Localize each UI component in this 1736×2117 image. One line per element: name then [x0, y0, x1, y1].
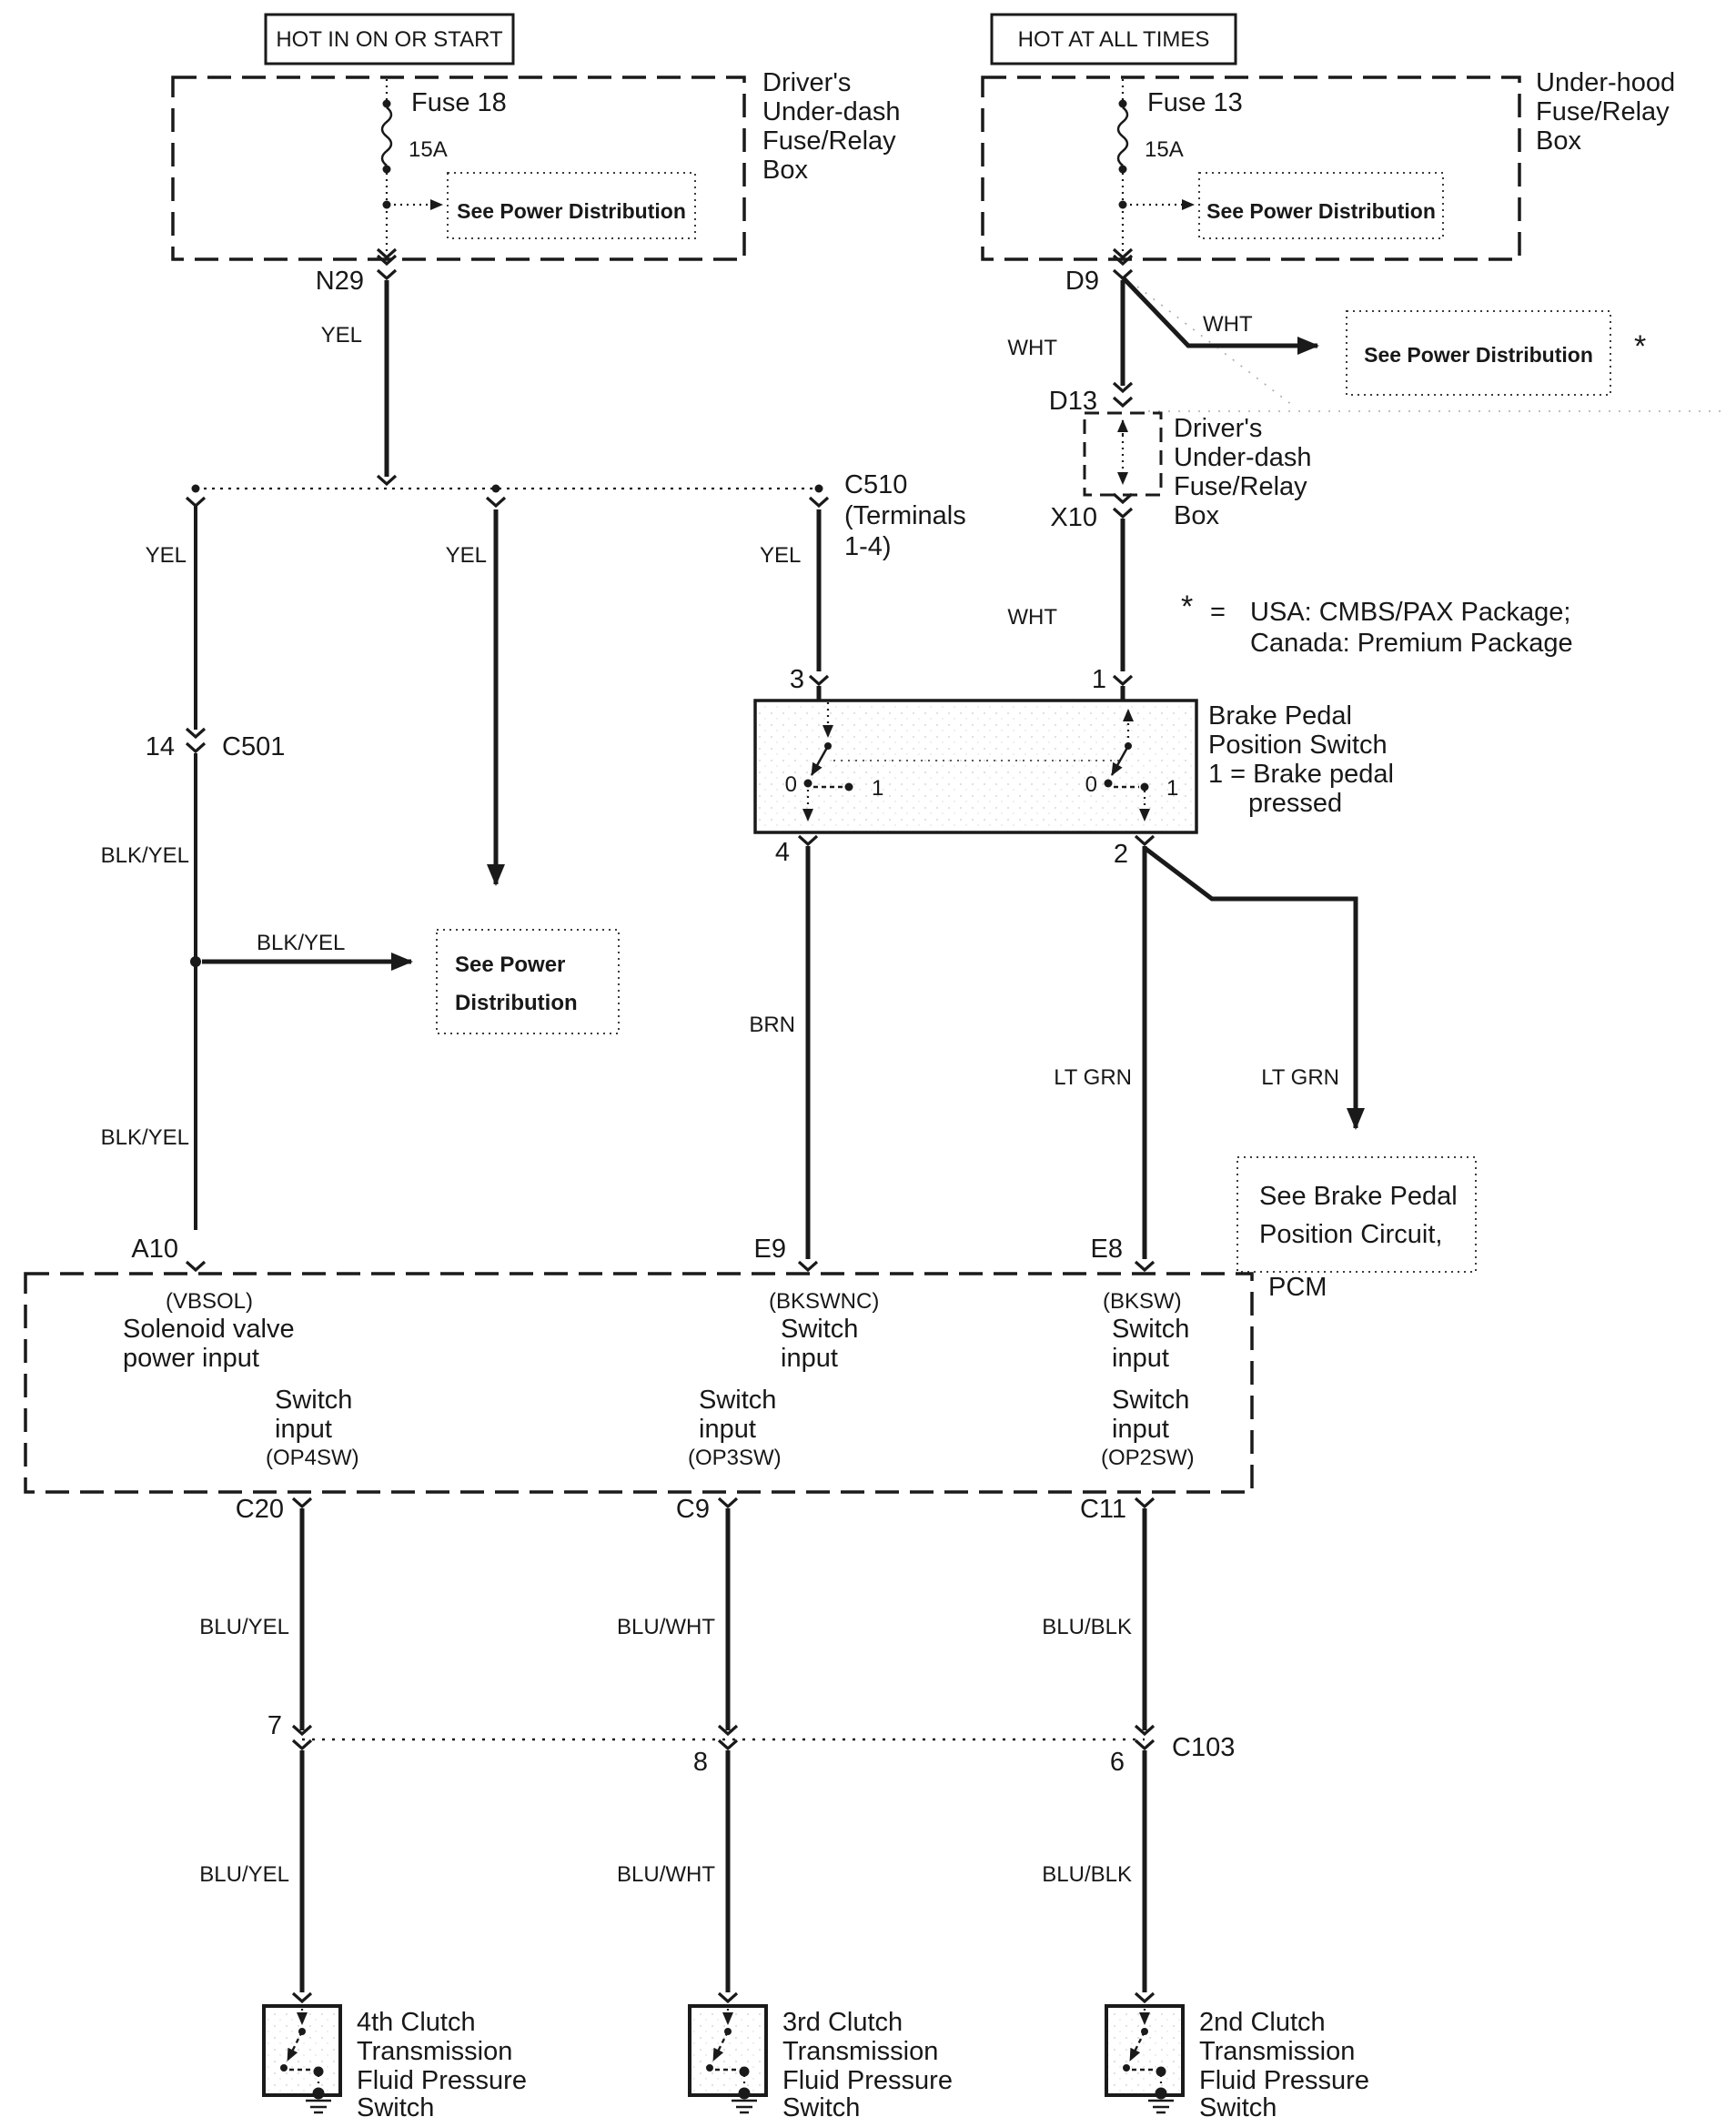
clutch-3rd-label-line: Fluid Pressure — [782, 2066, 953, 2095]
clutch-switch-box-2nd — [1106, 2006, 1183, 2095]
pcm-label: PCM — [1268, 1273, 1327, 1302]
brake-switch-label-line: Brake Pedal — [1208, 701, 1352, 731]
note-star: * — [1181, 590, 1194, 624]
pin-e8: E8 — [1090, 1235, 1123, 1264]
underhood-label-line: Under-hood — [1536, 68, 1676, 97]
pcm-op2sw-tag: (OP2SW) — [1101, 1446, 1195, 1470]
brake-switch-label-line: 1 = Brake pedal — [1208, 760, 1394, 789]
clutch-2nd-label-line: Transmission — [1199, 2037, 1356, 2066]
clutch-4th-label-line: Transmission — [357, 2037, 513, 2066]
pcm-bksw-tag: (BKSW) — [1103, 1289, 1182, 1314]
brake-switch-box — [755, 701, 1196, 832]
wire-ltgrn-2: LT GRN — [1261, 1065, 1339, 1090]
wire-bluyel-2: BLU/YEL — [199, 1862, 289, 1887]
clutch-switch-circuits — [199, 1495, 1369, 2117]
c510-junction — [187, 470, 966, 561]
clutch-4th-label-line: Switch — [357, 2093, 435, 2117]
pcm-input-word: input — [781, 1344, 838, 1373]
pcm-vbsol-tag: (VBSOL) — [166, 1289, 254, 1314]
wire-yel-a: YEL — [145, 543, 187, 568]
hot-in-on-or-start-label: HOT IN ON OR START — [276, 27, 503, 52]
pcm-switch-word: Switch — [699, 1386, 777, 1415]
fusebox-label-line: Driver's — [762, 68, 852, 97]
clutch-4th-label-line: Fluid Pressure — [357, 2066, 527, 2095]
see-power-distribution-1: See Power Distribution — [457, 199, 686, 223]
pin-6: 6 — [1109, 1748, 1125, 1777]
fuse-18-symbol — [382, 107, 391, 166]
fusebox-label-line: Under-dash — [762, 97, 901, 126]
right-hot-circuit — [983, 15, 1727, 701]
fuse-18-label: Fuse 18 — [411, 88, 507, 117]
pcm-vbsol-line2: power input — [123, 1344, 259, 1373]
passbox-label-line: Fuse/Relay — [1174, 472, 1307, 501]
see-power-distribution-2: See Power Distribution — [1206, 199, 1436, 223]
clutch-3rd-label-line: 3rd Clutch — [782, 2008, 903, 2037]
wire-bluwht-2: BLU/WHT — [617, 1862, 715, 1887]
brake-switch-label-line: pressed — [1248, 789, 1343, 818]
note-line2: Canada: Premium Package — [1250, 629, 1573, 658]
connector-c510-range: 1-4) — [844, 532, 892, 561]
wire-bluyel-1: BLU/YEL — [199, 1615, 289, 1639]
pin-a10: A10 — [131, 1235, 178, 1264]
pin-14: 14 — [145, 732, 175, 761]
wire-yel-b: YEL — [445, 543, 487, 568]
pcm-switch-word: Switch — [1112, 1315, 1190, 1344]
clutch-4th-label-line: 4th Clutch — [357, 2008, 476, 2037]
fuse-13-symbol — [1118, 107, 1127, 166]
pin-e9: E9 — [753, 1235, 786, 1264]
brake-pedal-position-switch — [749, 665, 1476, 1272]
connector-n29: N29 — [315, 267, 364, 296]
asterisk-mark: * — [1634, 329, 1647, 364]
see-brake-pedal-circuit-box — [1237, 1157, 1476, 1272]
pin-4: 4 — [774, 838, 790, 867]
clutch-3rd-label-line: Transmission — [782, 2037, 939, 2066]
branch-brake-switch — [760, 509, 828, 701]
passbox-label-line: Box — [1174, 501, 1219, 530]
note-eq: = — [1210, 598, 1226, 627]
wire-wht-d9: WHT — [1007, 336, 1057, 360]
wire-blkyel-2: BLK/YEL — [100, 1125, 189, 1150]
connector-d9: D9 — [1065, 267, 1099, 296]
pcm-vbsol-line1: Solenoid valve — [123, 1315, 295, 1344]
hot-at-all-times-label: HOT AT ALL TIMES — [1017, 27, 1210, 52]
wire-blkyel-1: BLK/YEL — [100, 843, 189, 868]
brake-switch-label-line: Position Switch — [1208, 731, 1388, 760]
clutch-switch-box-4th — [264, 2006, 340, 2095]
underhood-label-line: Box — [1536, 126, 1581, 156]
pin-7: 7 — [267, 1711, 282, 1740]
pin-c11: C11 — [1079, 1495, 1126, 1524]
connector-c510-terminals: (Terminals — [844, 501, 966, 530]
switch-pos-1: 1 — [1166, 776, 1179, 801]
wire-blublk-2: BLU/BLK — [1042, 1862, 1132, 1887]
see-brake-line1: See Brake Pedal — [1259, 1182, 1458, 1211]
branch-see-power-arrow — [446, 509, 496, 884]
branch-c501-a10 — [101, 506, 619, 1270]
clutch-switch-box-3rd — [690, 2006, 766, 2095]
connector-x10: X10 — [1050, 503, 1097, 532]
pcm-op3sw-tag: (OP3SW) — [688, 1446, 782, 1470]
wire-bluwht-1: BLU/WHT — [617, 1615, 715, 1639]
pcm-module — [25, 1273, 1327, 1492]
passbox-label-line: Driver's — [1174, 414, 1263, 443]
switch-pos-0: 0 — [1085, 772, 1097, 797]
connector-c501: C501 — [222, 732, 286, 761]
pcm-switch-word: Switch — [781, 1315, 859, 1344]
pcm-input-word: input — [1112, 1344, 1169, 1373]
pin-c9: C9 — [675, 1495, 710, 1524]
fusebox-label-line: Fuse/Relay — [762, 126, 896, 156]
passbox-label-line: Under-dash — [1174, 443, 1312, 472]
see-power-distribution-3: See Power Distribution — [1364, 343, 1593, 367]
clutch-2nd-label-line: Fluid Pressure — [1199, 2066, 1369, 2095]
connector-d13: D13 — [1048, 387, 1097, 416]
connector-c103: C103 — [1172, 1733, 1236, 1762]
switch-pos-1: 1 — [872, 776, 884, 801]
pin-c20: C20 — [235, 1495, 284, 1524]
pin-8: 8 — [692, 1748, 708, 1777]
pcm-input-word: input — [699, 1415, 756, 1444]
see-brake-line2: Position Circuit, — [1259, 1220, 1443, 1249]
wire-brn: BRN — [749, 1013, 795, 1037]
wire-blublk-1: BLU/BLK — [1042, 1615, 1132, 1639]
clutch-2nd-label-line: Switch — [1199, 2093, 1277, 2117]
pcm-input-word: input — [275, 1415, 332, 1444]
clutch-2nd-label-line: 2nd Clutch — [1199, 2008, 1326, 2037]
fuse-13-label: Fuse 13 — [1147, 88, 1243, 117]
pin-2: 2 — [1113, 840, 1128, 869]
left-hot-circuit — [173, 15, 901, 484]
see-power-line1: See Power — [455, 953, 566, 977]
note-line1: USA: CMBS/PAX Package; — [1250, 598, 1571, 627]
clutch-3rd-label-line: Switch — [782, 2093, 861, 2117]
fuse-18-rating: 15A — [409, 137, 448, 162]
pcm-bkswnc-tag: (BKSWNC) — [769, 1289, 880, 1314]
switch-pos-0: 0 — [784, 772, 797, 797]
wire-wht-branch: WHT — [1203, 312, 1253, 337]
wire-blkyel-arrow: BLK/YEL — [257, 931, 346, 955]
connector-c510: C510 — [844, 470, 908, 499]
wire-wht-x10: WHT — [1007, 605, 1057, 630]
fuse-13-rating: 15A — [1145, 137, 1184, 162]
pin-1: 1 — [1091, 665, 1106, 694]
fusebox-label-line: Box — [762, 156, 808, 185]
pcm-switch-word: Switch — [275, 1386, 353, 1415]
pin-3: 3 — [789, 665, 804, 694]
underhood-label-line: Fuse/Relay — [1536, 97, 1670, 126]
wire-ltgrn-1: LT GRN — [1054, 1065, 1132, 1090]
see-power-distribution-box-4 — [437, 930, 619, 1033]
wire-yel-n29: YEL — [320, 323, 362, 348]
wire-yel-c: YEL — [760, 543, 802, 568]
pcm-op4sw-tag: (OP4SW) — [266, 1446, 359, 1470]
pcm-input-word: input — [1112, 1415, 1169, 1444]
pcm-switch-word: Switch — [1112, 1386, 1190, 1415]
see-power-line2: Distribution — [455, 991, 578, 1015]
